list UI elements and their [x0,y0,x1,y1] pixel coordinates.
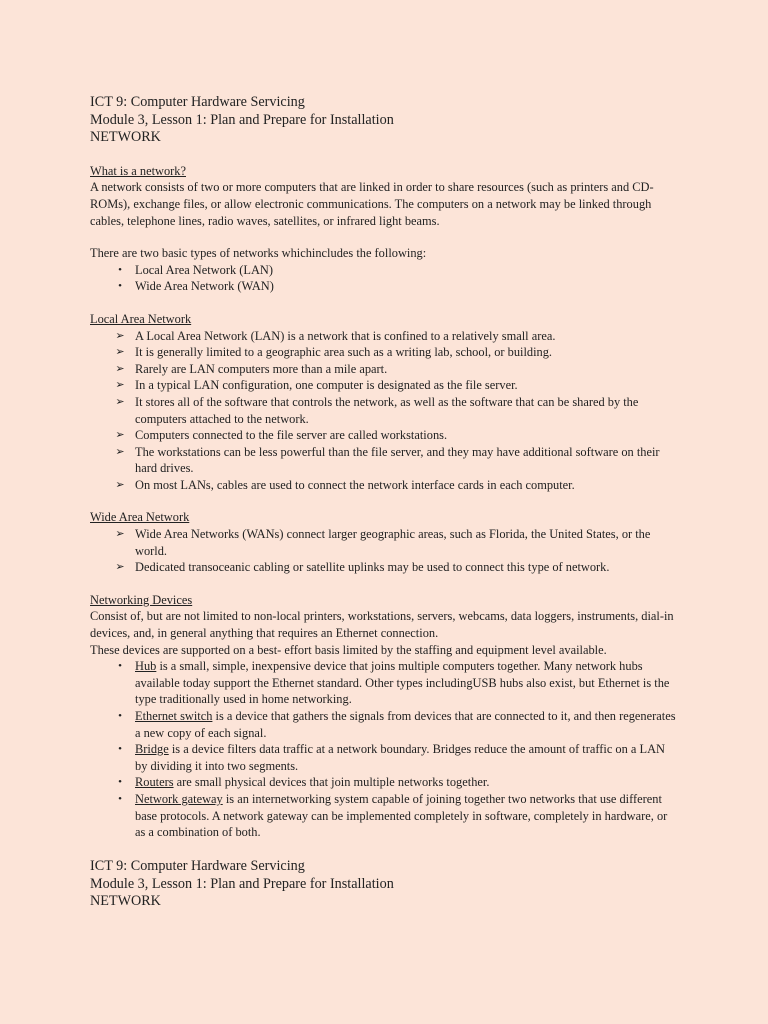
arrow-bullet-icon: ➢ [115,561,125,574]
arrow-bullet-icon: ➢ [115,329,125,342]
devices-intro: Consist of, but are not limited to non-local printers, workstations, servers, webcams, data loggers, instruments, dial-in devices, and, in general anything that requires an Ethernet connection. [90,609,674,641]
list-item: ➢ On most LANs, cables are used to connect the network interface cards in each computer. [90,477,680,494]
device-term: Network gateway [135,791,223,806]
list-item: • Network gateway is an internetworking system capable of joining together two networks that use different base protocols. A network gateway can be implemented completely in software, completely in hardware, or as a combination of both. [90,791,680,841]
arrow-bullet-icon: ➢ [115,346,125,359]
arrow-bullet-icon: ➢ [115,379,125,392]
list-item: ➢ Computers connected to the file server are called workstations. [90,427,680,444]
wan-heading: Wide Area Network [90,510,190,525]
arrow-bullet-icon: ➢ [115,362,125,375]
bullet-icon: • [118,792,122,805]
list-item: • Bridge is a device filters data traffic at a network boundary. Bridges reduce the amount of traffic on a LAN by dividing it into two segments. [90,741,680,774]
bullet-icon: • [118,710,122,722]
module-title: Module 3, Lesson 1: Plan and Prepare for Installation [90,875,394,892]
list-item: • Ethernet switch is a device that gathers the signals from devices that are connected to it, and then regenerates a new copy of each signal. [90,708,680,741]
bullet-icon: • [118,263,122,276]
list-item: ➢ A Local Area Network (LAN) is a network that is confined to a relatively small area. [90,328,680,345]
types-list [90,262,680,295]
devices-list [90,658,680,841]
page-content [90,94,680,841]
list-item: ➢ Rarely are LAN computers more than a mile apart. [90,361,680,378]
what-is-heading: What is a network? [90,163,186,178]
course-title: ICT 9: Computer Hardware Servicing [90,858,305,874]
arrow-bullet-icon: ➢ [115,429,125,442]
bullet-icon: • [118,660,122,673]
lan-heading: Local Area Network [90,311,192,326]
arrow-bullet-icon: ➢ [115,445,125,458]
repeated-header [90,858,680,911]
wan-list [90,526,680,576]
devices-support-note: These devices are supported on a best- effort basis limited by the staffing and equipment level available. [90,642,607,657]
bullet-icon: • [118,743,122,756]
device-term: Routers [135,775,174,790]
list-item: ➢ Wide Area Networks (WANs) connect larger geographic areas, such as Florida, the United States, or the world. [90,526,680,559]
list-item: • Wide Area Network (WAN) [90,278,680,295]
device-term: Bridge [135,742,169,757]
list-item: • Local Area Network (LAN) [90,262,680,279]
list-item: • Routers are small physical devices that join multiple networks together. [90,774,680,791]
bullet-icon: • [118,776,122,789]
device-term: Ethernet switch [135,709,213,723]
list-item: ➢ Dedicated transoceanic cabling or satellite uplinks may be used to connect this type of network. [90,559,680,576]
list-item: ➢ In a typical LAN configuration, one computer is designated as the file server. [90,377,680,394]
what-is-body: A network consists of two or more computers that are linked in order to share resources (such as printers and CD-ROMs), exchange files, or allow electronic communications. The computers on a network may be linked through cables, telephone lines, radio waves, satellites, or infrared light beams. [90,180,654,228]
list-item: ➢ It stores all of the software that controls the network, as well as the software that can be shared by the computers attached to the network. [90,394,680,427]
list-item: ➢ It is generally limited to a geographic area such as a writing lab, school, or building. [90,344,680,361]
bullet-icon: • [118,280,122,293]
types-intro: There are two basic types of networks whichincludes the following: [90,246,427,261]
topic-title: NETWORK [90,893,161,910]
list-item: • Hub is a small, simple, inexpensive device that joins multiple computers together. Many network hubs available today support the Ethernet standard. Other types includingUSB hubs also exist, but Ethernet is the type traditionally used in home networking. [90,658,680,708]
topic-title: NETWORK [90,129,161,146]
device-term: Hub [135,659,157,674]
lan-list [90,328,680,494]
arrow-bullet-icon: ➢ [115,395,125,408]
list-item: ➢ The workstations can be less powerful than the file server, and they may have additional software on their hard drives. [90,444,680,477]
arrow-bullet-icon: ➢ [115,528,125,541]
course-title: ICT 9: Computer Hardware Servicing [90,94,305,110]
module-title: Module 3, Lesson 1: Plan and Prepare for Installation [90,111,394,128]
devices-heading: Networking Devices [90,592,193,607]
arrow-bullet-icon: ➢ [115,478,125,491]
